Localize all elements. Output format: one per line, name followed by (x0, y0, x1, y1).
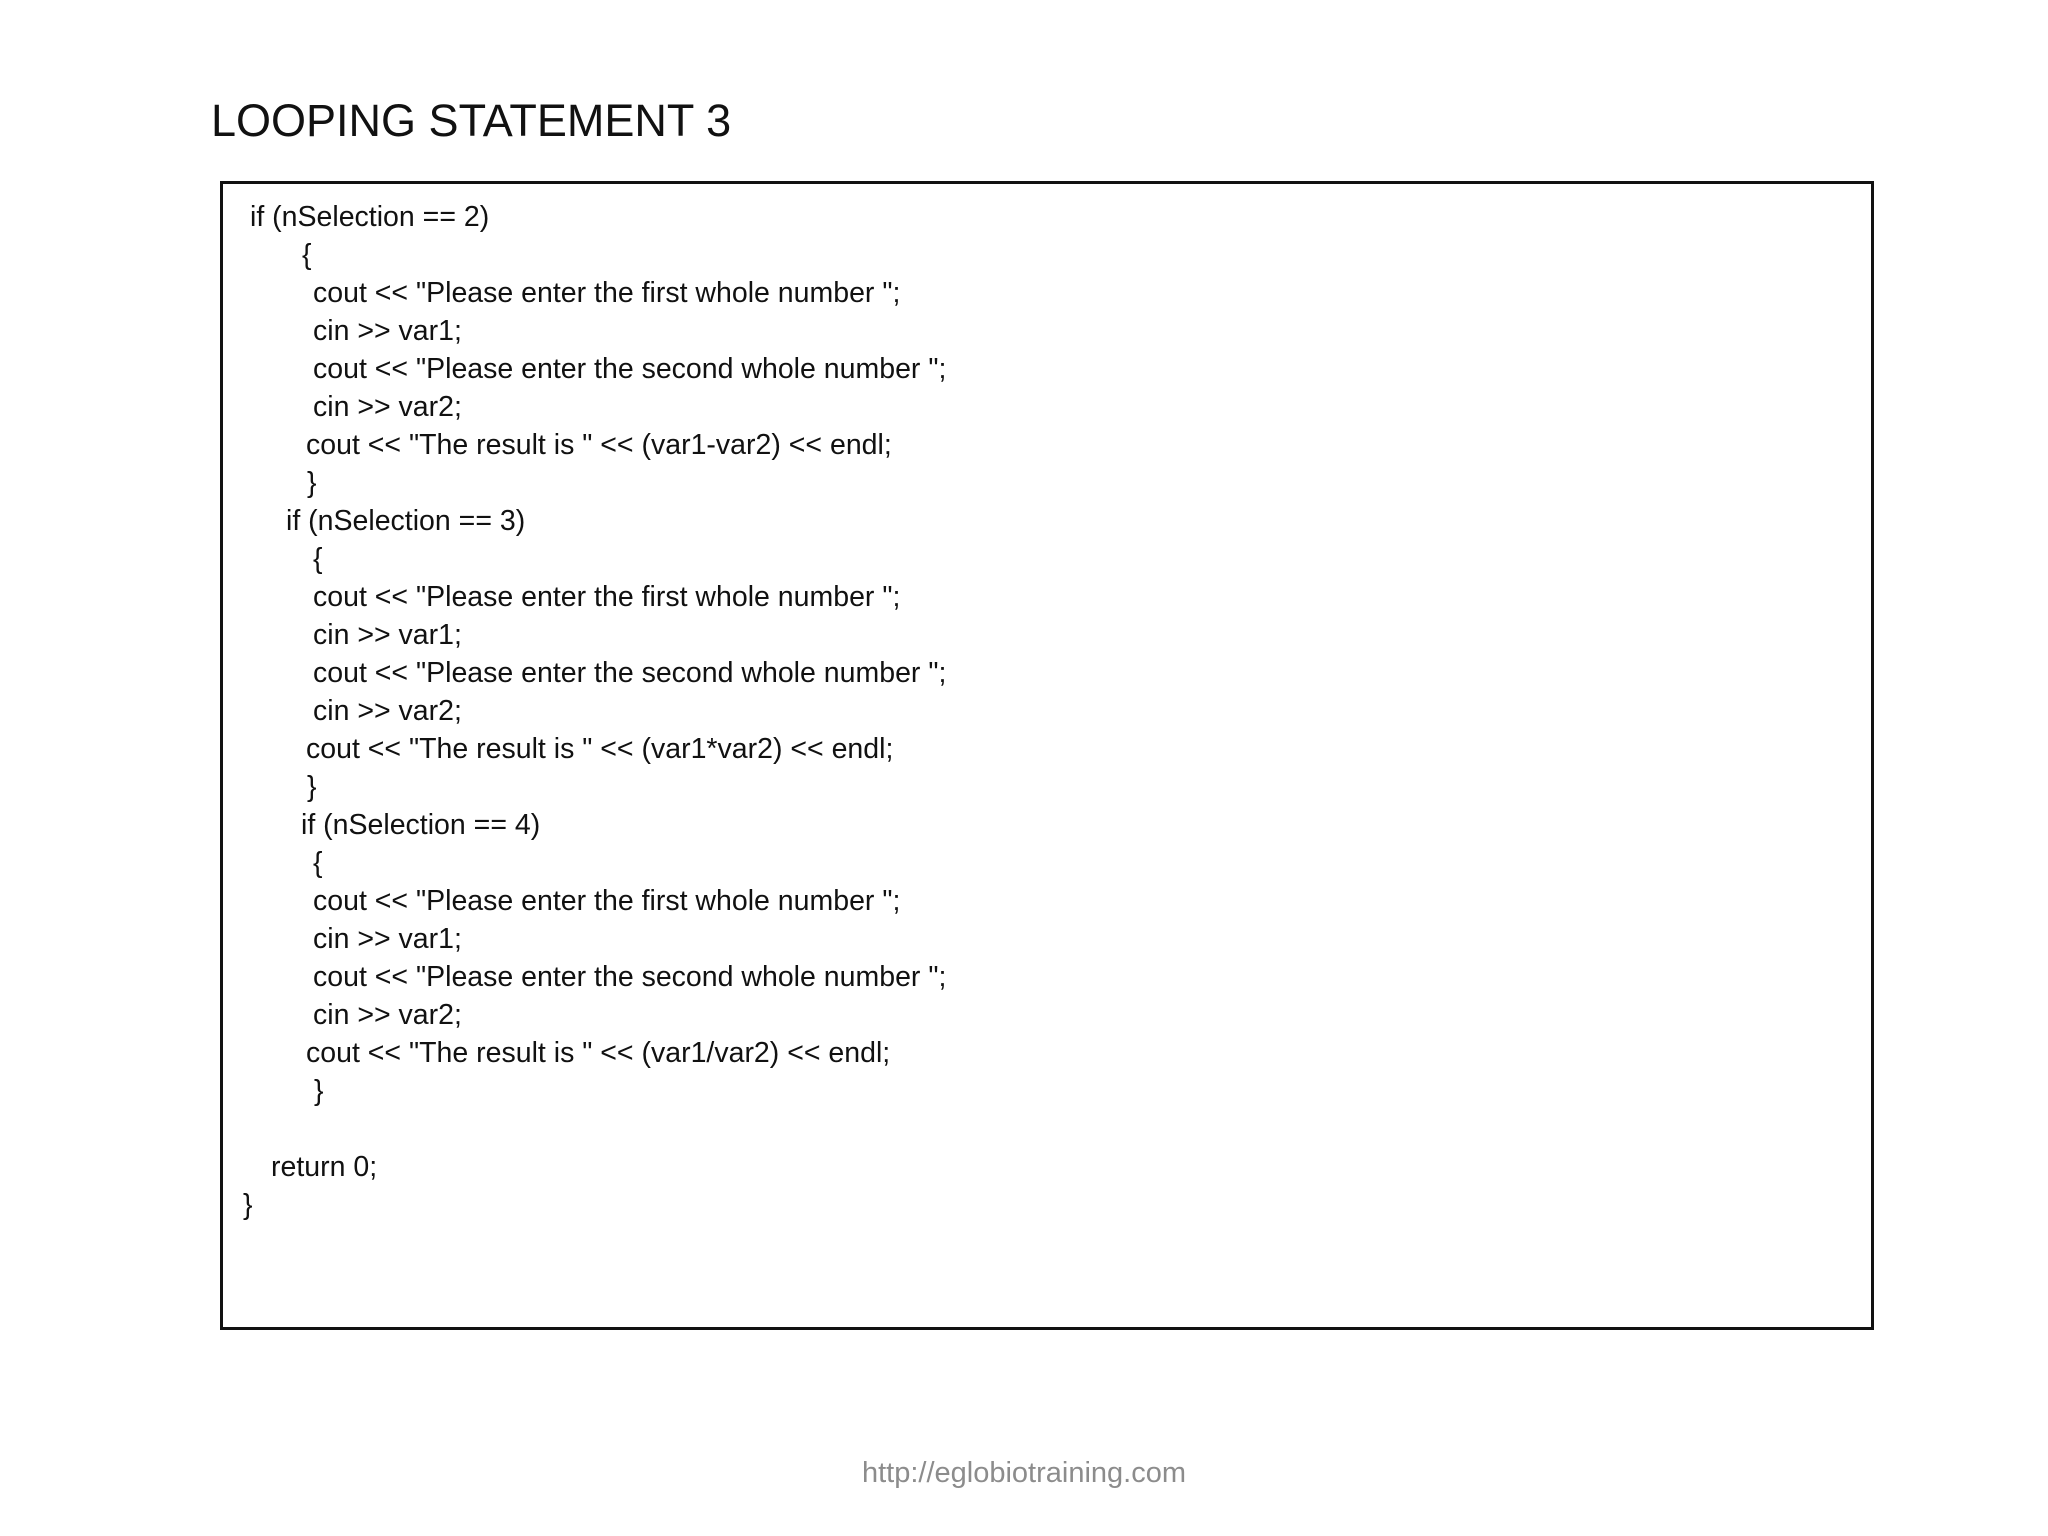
code-line: cout << "Please enter the first whole number "; (313, 277, 901, 309)
code-line: { (313, 543, 323, 575)
code-line: cout << "Please enter the first whole number "; (313, 885, 901, 917)
code-line: { (313, 847, 323, 879)
code-line: if (nSelection == 2) (250, 201, 490, 233)
code-line: cout << "The result is " << (var1*var2) << endl; (306, 733, 894, 765)
code-listing-box (220, 181, 1874, 1330)
code-line: cout << "Please enter the second whole number "; (313, 353, 947, 385)
code-line: cout << "The result is " << (var1/var2) << endl; (306, 1037, 891, 1069)
code-line: } (307, 467, 317, 499)
code-line: cin >> var2; (313, 999, 462, 1031)
code-line: cout << "Please enter the first whole number "; (313, 581, 901, 613)
slide-title: LOOPING STATEMENT 3 (211, 95, 732, 146)
code-line: cin >> var2; (313, 695, 462, 727)
footer-url-link[interactable]: http://eglobiotraining.com (861, 1457, 1187, 1489)
code-line: } (314, 1075, 324, 1107)
code-line: return 0; (271, 1151, 378, 1183)
code-line: } (243, 1189, 253, 1221)
code-line: cout << "The result is " << (var1-var2) << endl; (306, 429, 892, 461)
code-line: cout << "Please enter the second whole number "; (313, 657, 947, 689)
code-line: cin >> var2; (313, 391, 462, 423)
code-line: cin >> var1; (313, 315, 462, 347)
code-line: { (302, 239, 312, 271)
code-line: } (307, 771, 317, 803)
code-line: cin >> var1; (313, 923, 462, 955)
code-line: if (nSelection == 3) (286, 505, 526, 537)
code-line: cin >> var1; (313, 619, 462, 651)
code-line: cout << "Please enter the second whole number "; (313, 961, 947, 993)
code-line: if (nSelection == 4) (301, 809, 541, 841)
